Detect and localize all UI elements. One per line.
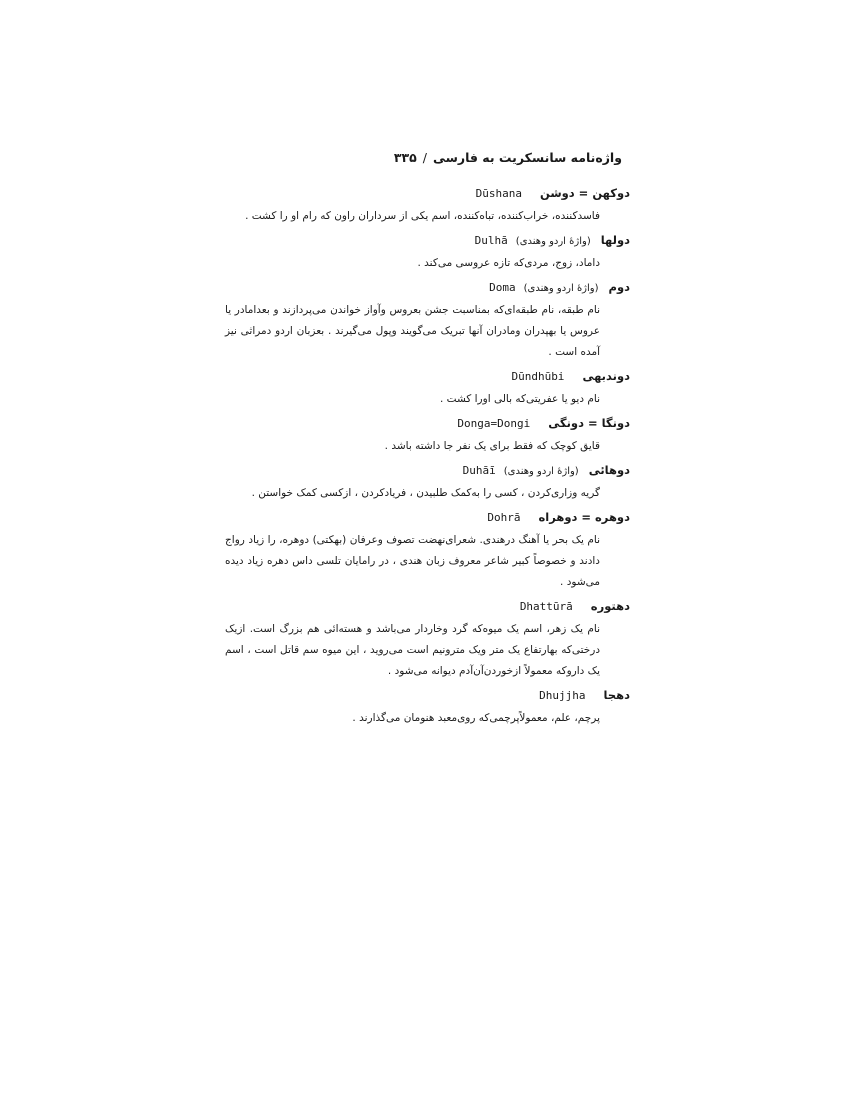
entry-origin: (واژهٔ اردو وهندی) — [515, 236, 591, 247]
entry-definition: گریه وزاری‌کردن ، کسی را به‌کمک طلبیدن ، فریادکردن ، ازکسی کمک خواستن . — [251, 487, 600, 499]
entry-transliteration: Duhāī — [462, 464, 496, 477]
entry-definition: نام یک زهر، اسم یک میوه‌که گرد وخاردار می‌باشد و هسته‌ائی هم بزرگ است. ازیک درختی‌که بهارتفاع یک متر ویک مترونیم است می‌روید ، این میوه سم قاتل است ، اسم یک داروکه معمولاً ازخوردن‌آن‌آدم دیوانه می‌شود . — [225, 623, 600, 677]
entry-definition: قایق کوچک که فقط برای یک نفر جا داشته باشد . — [384, 440, 600, 452]
entry-headword: دوهائی — [588, 463, 630, 477]
entry-definition: نام دیو یا عفریتی‌که بالی اورا کشت . — [439, 393, 600, 405]
entry-definition: نام طبقه، نام طبقه‌ای‌که بمناسبت جشن بعروس وآواز خواندن می‌پردازند و بعدامادر یا عروس یا بهپدران ومادران آنها تبریک می‌گویند وپول می‌گیرند . بعزبان اردو دمراثی نیز آمده است . — [225, 304, 600, 358]
entry-headline — [225, 688, 630, 708]
entry-headword: دوم — [608, 280, 630, 294]
dictionary-entry — [225, 688, 630, 729]
entry-headline — [225, 233, 630, 253]
book-title: واژه‌نامه سانسکریت به فارسی — [432, 150, 622, 165]
entry-headword: دونگا = دونگی — [548, 416, 630, 430]
entry-origin: (واژهٔ اردو وهندی) — [523, 283, 599, 294]
dictionary-page — [225, 150, 630, 735]
entry-transliteration: Doma — [489, 281, 516, 294]
entry-headline — [225, 416, 630, 436]
entry-headword: دوندبهی — [582, 369, 630, 383]
dictionary-entry — [225, 510, 630, 593]
entry-transliteration: Dulhā — [474, 234, 508, 247]
entry-transliteration: Dohrā — [487, 511, 521, 524]
entry-headline — [225, 599, 630, 619]
entry-transliteration: Dūshana — [475, 187, 522, 200]
entry-headword: دوکهن = دوشن — [539, 186, 630, 200]
entry-origin: (واژهٔ اردو وهندی) — [503, 466, 579, 477]
entry-headline — [225, 280, 630, 300]
dictionary-entry — [225, 416, 630, 457]
page-number: ۳۳۵ — [393, 150, 417, 165]
dictionary-entry — [225, 369, 630, 410]
entry-definition: فاسدکننده، خراب‌کننده، تباه‌کننده، اسم یکی از سرداران راون که رام او را کشت . — [245, 210, 600, 222]
header-separator: / — [422, 150, 427, 165]
entry-definition: داماد، زوج، مردی‌که تازه عروسی می‌کند . — [417, 257, 600, 269]
entry-transliteration: Dhujjha — [539, 689, 586, 702]
entry-headline — [225, 510, 630, 530]
dictionary-entry — [225, 233, 630, 274]
entry-definition: نام یک بحر یا آهنگ درهندی. شعرای‌نهضت تصوف وعرفان (بهکتی) دوهره، را زیاد رواج دادند و خصوصاً کبیر شاعر معروف زبان هندی ، در رامایان تلسی داس دهره زیاد دیده می‌شود . — [225, 534, 600, 588]
running-head — [225, 150, 630, 172]
entry-headword: دوهره = دوهراه — [538, 510, 630, 524]
entry-headline — [225, 186, 630, 206]
dictionary-entry — [225, 186, 630, 227]
dictionary-entry — [225, 599, 630, 682]
dictionary-entry — [225, 280, 630, 363]
entry-headword: دولها — [600, 233, 630, 247]
entry-headline — [225, 463, 630, 483]
entry-headword: دهجا — [603, 688, 630, 702]
entry-transliteration: Dūndhūbi — [511, 370, 565, 383]
entry-transliteration: Donga=Dongi — [457, 417, 531, 430]
entry-list — [225, 186, 630, 729]
entry-definition: پرچم، علم، معمولاًپرچمی‌که روی‌معبد هنومان می‌گذارند . — [352, 712, 600, 724]
entry-headline — [225, 369, 630, 389]
entry-headword: دهتوره — [590, 599, 630, 613]
dictionary-entry — [225, 463, 630, 504]
entry-transliteration: Dhattūrā — [519, 600, 573, 613]
